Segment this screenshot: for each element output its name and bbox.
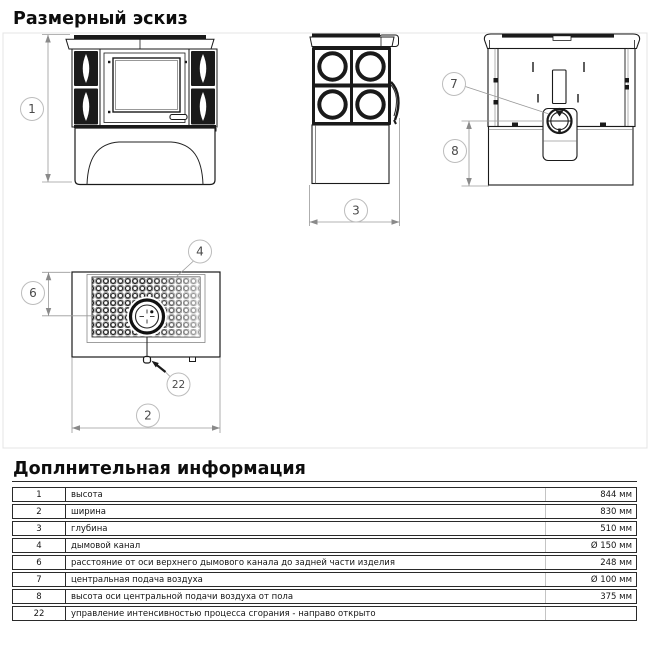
door-glass [113, 58, 180, 112]
front-pedestal [75, 128, 215, 185]
table-row [12, 521, 637, 536]
row-description: высота оси центральной подачи воздуха от пола [66, 590, 546, 603]
row-number: 4 [13, 539, 66, 552]
table-row [12, 555, 637, 570]
row-value: 830 мм [600, 506, 632, 517]
callout-8 [444, 140, 467, 163]
firebox-door [100, 49, 189, 127]
side-pedestal [312, 125, 389, 184]
row-value: Ø 150 мм [590, 540, 632, 551]
side-tile-grid [312, 47, 391, 125]
smoke-outlet [127, 297, 167, 337]
front-right-column [189, 49, 217, 127]
info-title-rule [12, 481, 637, 482]
row-number: 22 [13, 607, 66, 620]
row-value: 375 мм [600, 591, 632, 602]
row-number: 3 [13, 522, 66, 535]
callout-3 [345, 199, 368, 222]
dimension-height [42, 35, 72, 182]
callout-3-label: 3 [352, 203, 360, 218]
callout-6 [22, 282, 45, 305]
table-row [12, 504, 637, 519]
callout-22 [152, 361, 191, 396]
row-number: 2 [13, 505, 66, 518]
callout-4-label: 4 [196, 244, 204, 259]
info-table [12, 487, 637, 623]
info-section-title: Доплнительная информация [13, 459, 306, 479]
central-air-port [543, 109, 577, 161]
row-number: 1 [13, 488, 66, 501]
table-row [12, 487, 637, 502]
row-value: 844 мм [600, 489, 632, 500]
back-view [484, 34, 639, 185]
row-description: расстояние от оси верхнего дымового канала до задней части изделия [66, 556, 546, 569]
row-number: 8 [13, 590, 66, 603]
table-row [12, 538, 637, 553]
row-description: ширина [66, 505, 546, 518]
row-description: управление интенсивностью процесса сгорания - направо открыто [66, 607, 546, 620]
callout-22-label: 22 [171, 379, 186, 391]
row-description: глубина [66, 522, 546, 535]
row-value: 248 мм [600, 557, 632, 568]
callout-2-label: 2 [144, 408, 152, 423]
row-description: дымовой канал [66, 539, 546, 552]
row-value: 510 мм [600, 523, 632, 534]
table-row [12, 589, 637, 604]
callout-6-label: 6 [29, 286, 37, 300]
row-value [546, 607, 636, 620]
row-description: высота [66, 488, 546, 501]
row-number: 6 [13, 556, 66, 569]
callout-2 [137, 404, 160, 427]
row-number: 7 [13, 573, 66, 586]
burn-control-knob [144, 357, 151, 364]
row-value: Ø 100 мм [590, 574, 632, 585]
mantel-top-strip [74, 35, 206, 39]
row-description: центральная подача воздуха [66, 573, 546, 586]
table-row [12, 572, 637, 587]
callout-8-label: 8 [451, 144, 459, 158]
front-left-column [72, 49, 100, 127]
table-row [12, 606, 637, 621]
page-title: Размерный эскиз [13, 9, 188, 29]
side-view [310, 34, 399, 184]
callout-1 [21, 98, 44, 121]
callout-7-label: 7 [450, 77, 458, 91]
door-handle [170, 115, 187, 120]
back-slot [553, 70, 567, 104]
callout-1-label: 1 [28, 102, 36, 116]
front-view [66, 35, 217, 185]
top-view [72, 272, 220, 363]
